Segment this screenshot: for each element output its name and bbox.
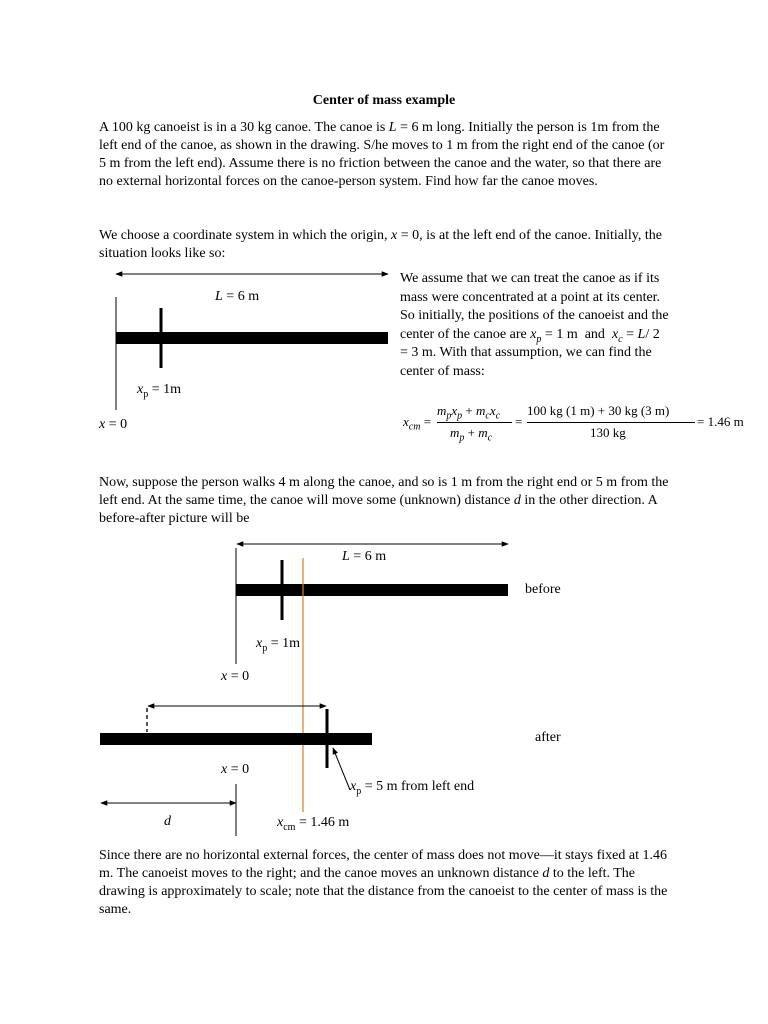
cm-result: = 1.46 m <box>697 414 744 429</box>
after-label: after <box>535 730 561 745</box>
den-mc: m <box>478 425 488 440</box>
problem-text-1: A 100 kg canoeist is in a 30 kg canoe. The canoe is <box>99 120 386 135</box>
now-text-2: in the other direction. A before-after picture will be <box>99 493 657 526</box>
assume-text-2: . With that assumption, we can find the center of mass: <box>400 345 652 379</box>
canoe-length-label-2 <box>342 549 386 565</box>
L-value: = 6 m <box>226 289 260 304</box>
xc-symbol: $x_c$ <box>611 326 623 345</box>
num-c: c <box>485 410 490 422</box>
xc-equals: = <box>626 326 635 342</box>
xp-symbol: $x_p$ <box>530 326 542 345</box>
and-word: and <box>584 326 605 342</box>
L-value-2: = 6 m <box>353 549 387 564</box>
x0-var: x <box>99 417 106 432</box>
xcm-value: = 1.46 m <box>298 815 350 830</box>
x0b-var: x <box>221 762 228 777</box>
xp-value: = 1m <box>151 382 182 397</box>
fraction-bar-1 <box>437 422 512 423</box>
canoe-before <box>236 584 508 596</box>
eq-sign-2: = <box>515 414 523 429</box>
fraction-bar-2 <box>527 422 695 423</box>
L-var: L <box>215 289 223 304</box>
xp-after-label <box>350 779 474 795</box>
problem-text-2: = 6 m long. Initially the person is 1m from the left end of the canoe, as shown in the drawing. S/he moves to 1 m from the right end of the canoe (or 5 m from the left end). Assume there is no friction between the canoe and the water, so that there are no external horizontal forces on the canoe-person system. Find how far the canoe moves. <box>99 120 665 189</box>
conclusion-text-2: to the left. The drawing is approximately to scale; note that the distance from the canoeist to the center of mass is the same. <box>99 866 668 917</box>
canoe-length-label <box>215 289 259 305</box>
d-variable-2: d <box>542 866 550 881</box>
xcm-sub: cm <box>283 821 296 833</box>
num-mc: m <box>476 403 486 418</box>
num-xp: x <box>451 403 458 418</box>
x0-before-label <box>221 669 249 685</box>
xp2-sub: p <box>356 785 362 797</box>
lhs-sub: cm <box>408 421 421 433</box>
xp1-sub: p <box>262 642 268 654</box>
xp-before-label <box>256 636 300 652</box>
xp-var: x <box>137 382 144 397</box>
canoe-initial <box>116 332 388 344</box>
coords-text-2: = 0, is at the left end of the canoe. Initially, the situation looks like so: <box>99 228 662 261</box>
canoe-after <box>100 733 372 745</box>
canoeist-pointer <box>333 748 350 790</box>
L-half-var: L <box>637 326 646 342</box>
lhs-eq: = <box>423 414 432 429</box>
now-text-1: Now, suppose the person walks 4 m along the canoe, and so is 1 m from the right end or 5 m from the left end. At the same time, the canoe will move some (unknown) distance <box>99 475 669 508</box>
x0-after-label <box>221 762 249 778</box>
symbolic-denominator: $m_p + m_c$ <box>450 425 493 444</box>
coords-text-1: We choose a coordinate system in which the origin, <box>99 228 388 243</box>
x0-value: = 0 <box>108 417 128 432</box>
x-variable: x <box>391 228 398 243</box>
den-mp: m <box>450 425 460 440</box>
L-var-2: L <box>342 549 350 564</box>
conclusion-text-1: Since there are no horizontal external forces, the center of mass does not move—it stays fixed at 1.46 m. The canoeist moves to the right; and the canoe moves an unknown distance <box>99 848 667 881</box>
symbolic-numerator: $m_px_p + m_cx_c$ <box>437 403 501 422</box>
assume-text-1: We assume that we can treat the canoe as if its mass were concentrated at a point at its center. So initially, the positions of the canoeist and the center of the canoe are <box>400 271 669 342</box>
cm-equation <box>400 403 765 447</box>
num-plus: + <box>465 403 473 418</box>
before-label: before <box>525 582 561 597</box>
x0a-value: = 0 <box>230 669 250 684</box>
num-p: p <box>446 410 452 422</box>
now-paragraph <box>99 474 674 528</box>
page-title: Center of mass example <box>312 93 456 108</box>
d-variable: d <box>513 493 521 508</box>
xcm-lhs <box>403 414 432 433</box>
L-variable: L <box>388 120 397 135</box>
xp-initial-label <box>137 382 181 398</box>
numeric-denominator: 130 kg <box>590 425 626 440</box>
xp2-var: x <box>350 779 357 794</box>
xp1-value: = 1m <box>270 636 301 651</box>
x0b-value: = 0 <box>230 762 250 777</box>
L-half-value: / 2 = 3 m <box>400 326 660 360</box>
numeric-numerator: 100 kg (1 m) + 30 kg (3 m) <box>527 403 670 418</box>
num-mp: m <box>437 403 447 418</box>
num-xc: x <box>489 403 496 418</box>
xcm-var: x <box>277 815 284 830</box>
xp2-value: = 5 m from left end <box>364 779 475 794</box>
assumption-paragraph <box>400 270 670 381</box>
lhs-x: x <box>403 414 409 429</box>
xp-sub: p <box>143 388 149 400</box>
xp-value: = 1 m <box>544 326 578 342</box>
x0a-var: x <box>221 669 228 684</box>
x0-label <box>99 417 127 433</box>
xp1-var: x <box>256 636 263 651</box>
conclusion-paragraph <box>99 847 679 919</box>
d-label: d <box>164 814 171 829</box>
xcm-label <box>277 815 349 831</box>
